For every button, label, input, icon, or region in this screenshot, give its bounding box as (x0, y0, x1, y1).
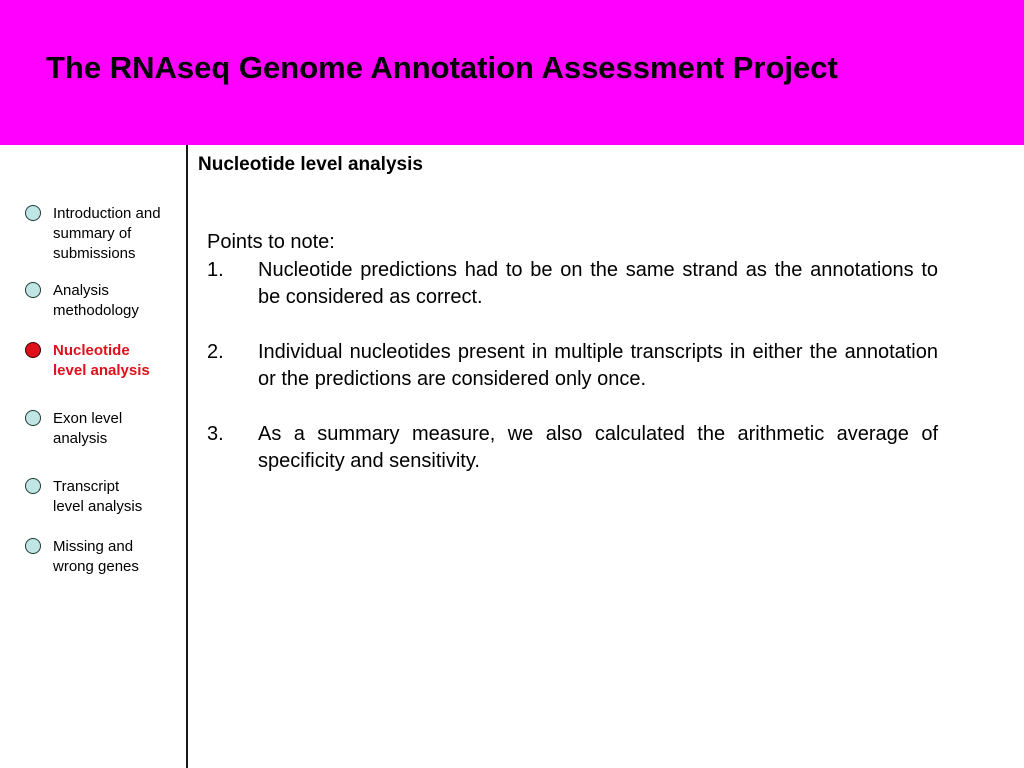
point-number: 3. (207, 422, 224, 445)
sidebar-item-label: Missing and wrong genes (53, 538, 139, 575)
header-bar (0, 0, 1024, 145)
points-intro: Points to note: (207, 231, 335, 253)
bullet-circle-icon (25, 342, 41, 358)
bullet-circle-icon (25, 538, 41, 554)
sidebar-item-label: Exon level analysis (53, 410, 123, 447)
points-content (207, 229, 938, 503)
numbered-point (207, 257, 938, 312)
numbered-point (207, 339, 938, 394)
bullet-circle-icon (25, 205, 41, 221)
bullet-circle-icon (25, 282, 41, 298)
numbered-point (207, 421, 938, 476)
slide-title: The RNAseq Genome Annotation Assessment Project (46, 50, 838, 85)
bullet-circle-icon (25, 410, 41, 426)
sidebar-item-label: Transcript level analysis (53, 478, 143, 515)
section-title: Nucleotide level analysis (198, 154, 423, 175)
point-text: Individual nucleotides present in multiple transcripts in either the annotation or the predictions are considered only once. (258, 340, 938, 390)
point-text: As a summary measure, we also calculated the arithmetic average of specificity and sensitivity. (258, 422, 938, 472)
sidebar-item-label: Introduction and summary of submissions (53, 205, 161, 262)
point-text: Nucleotide predictions had to be on the same strand as the annotations to be considered as correct. (258, 258, 938, 308)
bullet-circle-icon (25, 478, 41, 494)
point-number: 2. (207, 340, 224, 363)
point-number: 1. (207, 258, 224, 281)
sidebar-item-label: Nucleotide level analysis (53, 342, 150, 379)
sidebar-divider (186, 145, 188, 768)
sidebar-item-label: Analysis methodology (53, 282, 139, 319)
